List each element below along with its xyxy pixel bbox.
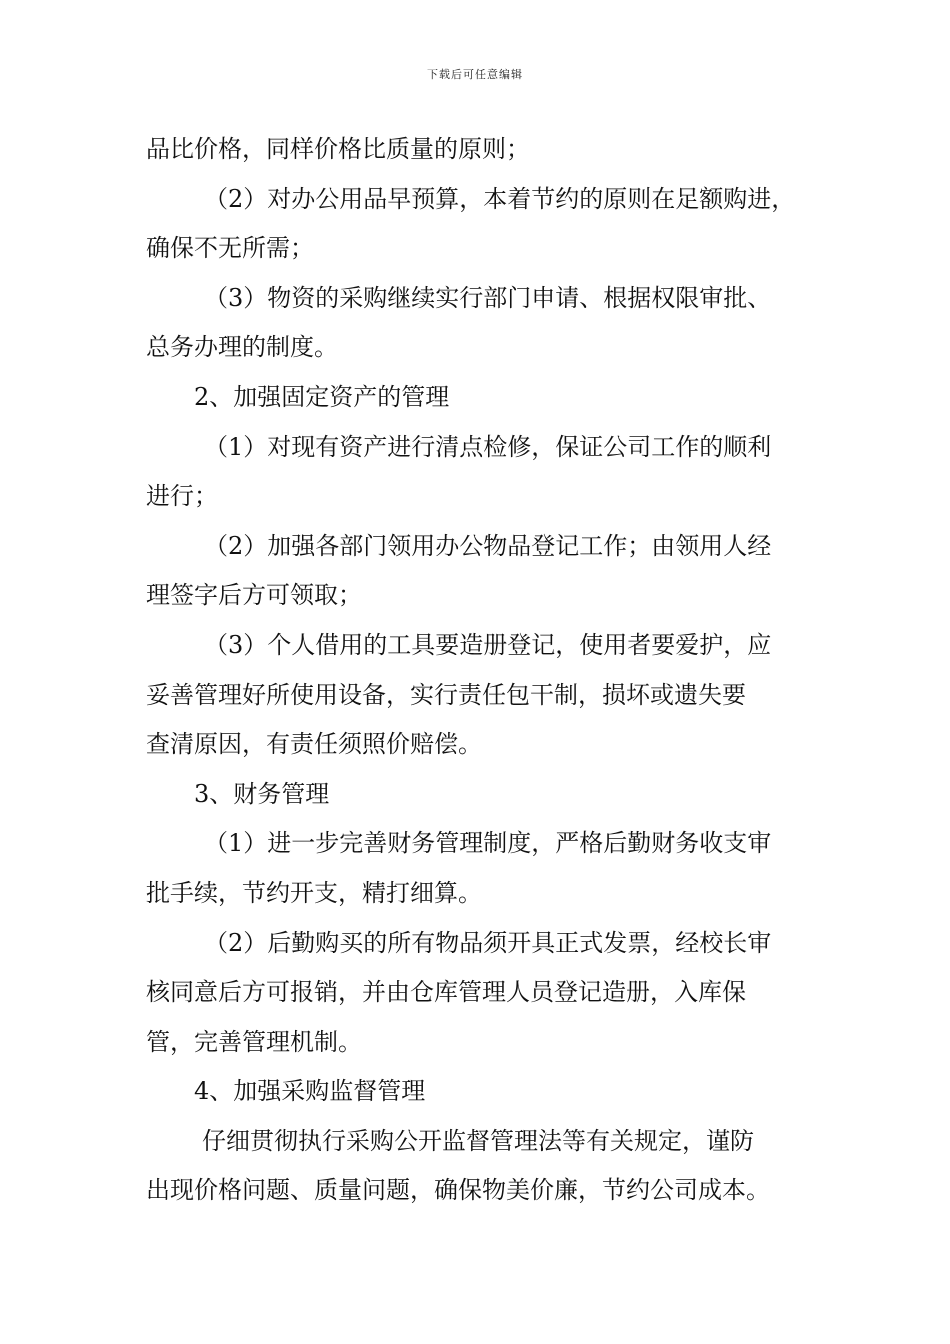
- text-line: 进行；: [146, 482, 218, 511]
- header-note: 下载后可任意编辑: [427, 68, 523, 81]
- list-item-line: （1）对现有资产进行清点检修，保证公司工作的顺利: [204, 432, 772, 461]
- text-line: 核同意后方可报销，并由仓库管理人员登记造册，入库保: [146, 978, 746, 1007]
- text-line: 管，完善管理机制。: [146, 1027, 362, 1056]
- paragraph-line: 仔细贯彻执行采购公开监督管理法等有关规定，谨防: [202, 1126, 754, 1155]
- list-item-line: （2）后勤购买的所有物品须开具正式发票，经校长审: [204, 928, 772, 957]
- list-item-line: （2）加强各部门领用办公物品登记工作；由领用人经: [204, 531, 772, 560]
- text-line: 总务办理的制度。: [146, 333, 338, 362]
- list-item-line: （1）进一步完善财务管理制度，严格后勤财务收支审: [204, 829, 772, 858]
- list-item-line: （2）对办公用品早预算，本着节约的原则在足额购进，: [204, 184, 796, 213]
- list-item-line: （3）物资的采购继续实行部门申请、根据权限审批、: [204, 283, 772, 312]
- document-body: [146, 125, 818, 1216]
- section-heading: 2、加强固定资产的管理: [194, 382, 450, 411]
- section-heading: 4、加强采购监督管理: [194, 1077, 426, 1106]
- text-line: 理签字后方可领取；: [146, 581, 362, 610]
- list-item-line: （3）个人借用的工具要造册登记，使用者要爱护，应: [204, 630, 772, 659]
- text-line: 批手续，节约开支，精打细算。: [146, 878, 482, 907]
- text-line: 确保不无所需；: [146, 234, 314, 263]
- text-line: 妥善管理好所使用设备，实行责任包干制，损坏或遗失要: [146, 680, 746, 709]
- text-line: 品比价格，同样价格比质量的原则；: [146, 135, 530, 163]
- section-heading: 3、财务管理: [194, 779, 330, 808]
- text-line: 查清原因，有责任须照价赔偿。: [146, 730, 482, 759]
- text-line: 出现价格问题、质量问题，确保物美价廉，节约公司成本。: [146, 1176, 770, 1205]
